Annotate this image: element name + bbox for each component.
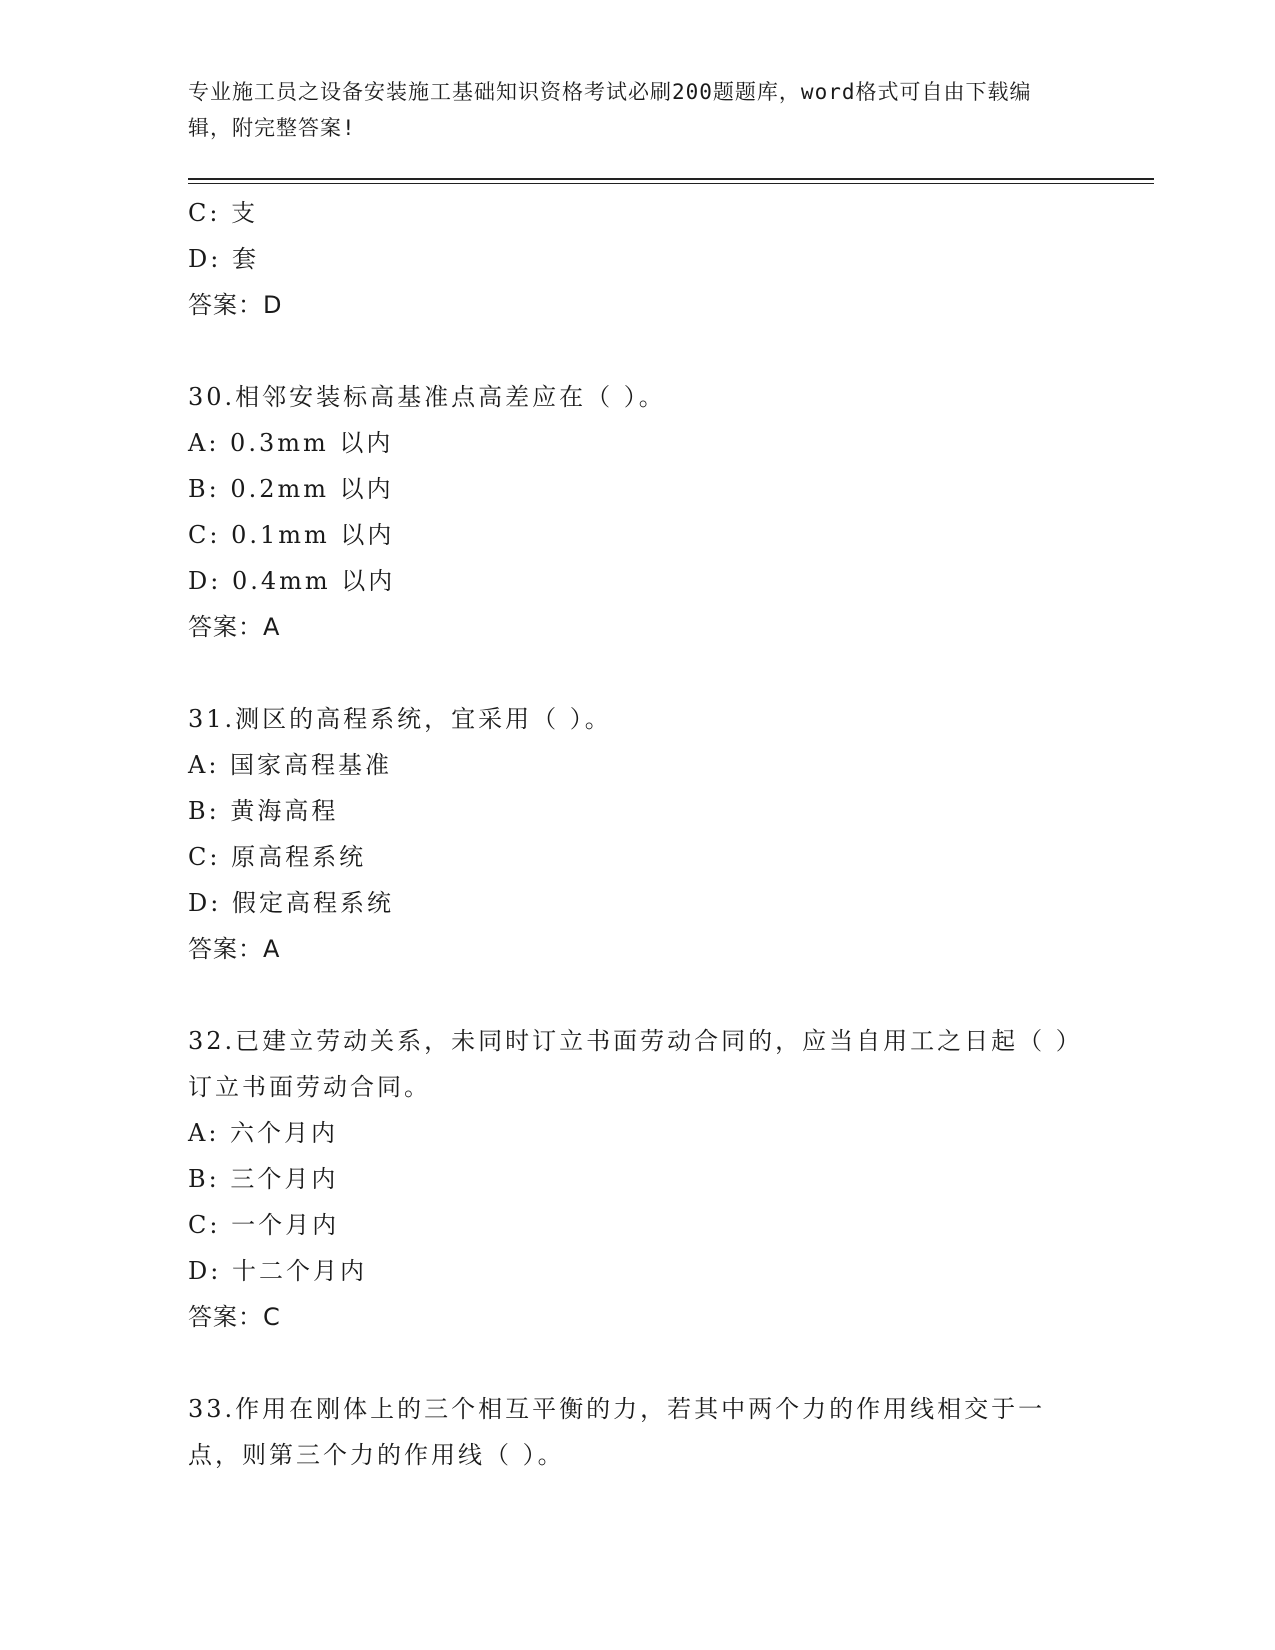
question-item-31 (188, 696, 1088, 972)
question-text: 31.测区的高程系统，宜采用（ ）。 (188, 705, 612, 733)
question-list (188, 190, 1088, 1478)
question-text: 33.作用在刚体上的三个相互平衡的力，若其中两个力的作用线相交于一点，则第三个力的作用线（ ）。 (188, 1395, 1046, 1469)
answer-line: 答案：A (188, 613, 281, 641)
option-a: A: 六个月内 (188, 1119, 339, 1147)
option-a: A: 国家高程基准 (188, 751, 393, 779)
question-text: 32.已建立劳动关系，未同时订立书面劳动合同的，应当自用工之日起（ ）订立书面劳动合同。 (188, 1027, 1083, 1101)
header-divider-thick (188, 178, 1154, 180)
question-text: 30.相邻安装标高基准点高差应在（ ）。 (188, 383, 666, 411)
option-d: D: 0.4mm 以内 (188, 567, 396, 595)
option-b: B: 0.2mm 以内 (188, 475, 394, 503)
answer-line: 答案：C (188, 1303, 281, 1331)
option-c: C: 一个月内 (188, 1211, 340, 1239)
option-c: C: 原高程系统 (188, 843, 367, 871)
header-divider-thin (188, 183, 1154, 184)
question-item-prev (188, 190, 1088, 328)
document-header: 专业施工员之设备安装施工基础知识资格考试必刷200题题库，word格式可自由下载编辑，附完整答案! (188, 80, 1032, 140)
question-item-30 (188, 374, 1088, 650)
option-b: B: 三个月内 (188, 1165, 339, 1193)
spacer (188, 328, 1088, 374)
option-d: D: 套 (188, 245, 259, 273)
option-c: C: 支 (188, 199, 259, 227)
answer-line: 答案：D (188, 291, 283, 319)
option-a: A: 0.3mm 以内 (188, 429, 394, 457)
question-item-32 (188, 1018, 1088, 1340)
spacer (188, 1340, 1088, 1386)
option-d: D: 假定高程系统 (188, 889, 394, 917)
spacer (188, 650, 1088, 696)
question-item-33 (188, 1386, 1088, 1478)
option-c: C: 0.1mm 以内 (188, 521, 395, 549)
option-d: D: 十二个月内 (188, 1257, 367, 1285)
spacer (188, 972, 1088, 1018)
option-b: B: 黄海高程 (188, 797, 339, 825)
answer-line: 答案：A (188, 935, 281, 963)
